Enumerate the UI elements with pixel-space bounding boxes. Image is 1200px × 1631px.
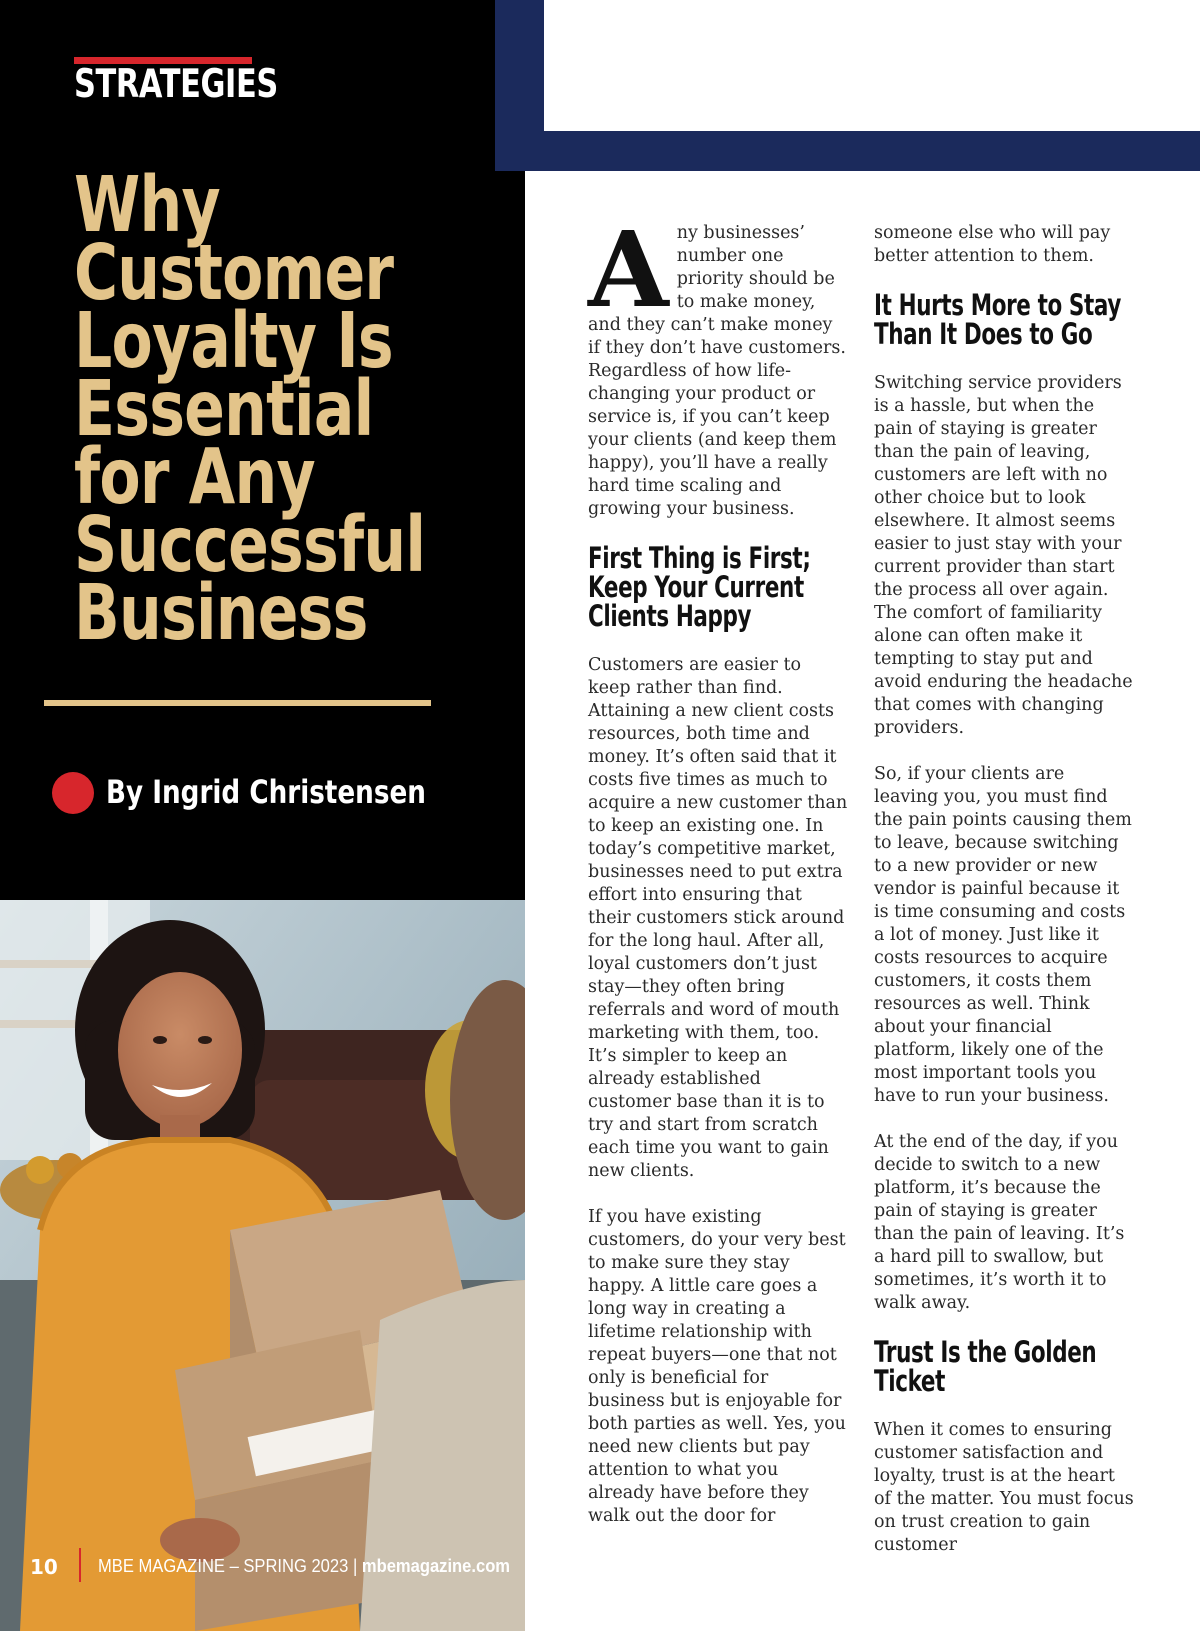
headline-line: Customer: [74, 229, 394, 318]
headline-line: Successful: [74, 501, 426, 590]
header-white-panel: [544, 0, 1200, 131]
headline-line: Why: [74, 161, 220, 250]
body-paragraph: When it comes to ensuring customer satisfaction and loyalty, trust is at the heart of the matter. You must focus on trust creation to gain customer: [874, 1420, 1134, 1555]
page-footer: [0, 1545, 525, 1585]
article-column-1: [588, 208, 848, 1551]
headline-line: Loyalty Is: [74, 297, 393, 386]
body-paragraph: Customers are easier to keep rather than find. Attaining a new client costs resources, both time and money. It’s often said that it costs five times as much to acquire a new customer than to keep an existing one. In today’s competitive market, businesses need to put extra effort into ensuring that their customers stick around for the long haul. After all, loyal customers don’t just stay—they often bring referrals and word of mouth marketing with them, too. It’s simpler to keep an already established customer base than it is to try and start from scratch each time you want to gain new clients.: [588, 655, 848, 1181]
body-paragraph: Switching service providers is a hassle, but when the pain of staying is greater than the pain of leaving, customers are left with no other choice but to look elsewhere. It almost seems easier to just stay with your current provider than start the process all over again. The comfort of familiarity alone can often make it tempting to stay put and avoid enduring the headache that comes with changing providers.: [874, 373, 1133, 738]
photo-illustration: [0, 900, 525, 1631]
body-paragraph: someone else who will pay better attention to them.: [874, 223, 1111, 266]
byline-dot-icon: [52, 772, 94, 814]
headline-line: Essential: [74, 365, 374, 454]
intro-paragraph: [588, 208, 848, 521]
intro-text: ny businesses’ number one priority should be to make money, and they can’t make money if they don’t have customers. Regardless of how life-changing your product or service is, if you can’t keep your clients (and keep them happy), you’ll have a really hard time scaling and growing your business.: [588, 223, 846, 519]
headline-divider: [44, 700, 431, 706]
article-column-2: [874, 222, 1134, 1580]
headline-line: Business: [74, 569, 368, 658]
body-paragraph: If you have existing customers, do your very best to make sure they stay happy. A little care goes a long way in creating a lifetime relationship with repeat buyers—one that not only is beneficial for business but is enjoyable for both parties as well. Yes, you need new clients but pay attention to what you already have before they walk out the door for: [588, 1207, 846, 1526]
section-label: STRATEGIES: [74, 62, 278, 107]
footer-divider: [79, 1548, 81, 1582]
page-number: 10: [30, 1555, 58, 1579]
body-paragraph: At the end of the day, if you decide to switch to a new platform, it’s because the pain of staying is greater than the pain of leaving. It’s a hard pill to swallow, but sometimes, it’s worth it to walk away.: [874, 1132, 1125, 1313]
article-photo: [0, 900, 525, 1631]
website-link[interactable]: mbemagazine.com: [361, 1556, 511, 1576]
footer-publication: [98, 1556, 510, 1577]
body-paragraph: So, if your clients are leaving you, you must find the pain points causing them to leave, because switching to a new provider or new vendor is painful because it is time consuming and costs a lot of money. Just like it costs resources to acquire customers, it costs them resources as well. Think about your financial platform, likely one of the most important tools you have to run your business.: [874, 764, 1132, 1106]
headline-line: for Any: [74, 433, 315, 522]
title-panel: [0, 0, 525, 900]
article-headline: [74, 161, 480, 658]
subheading: Trust Is the Golden Ticket: [874, 1335, 1097, 1398]
footer-separator: |: [352, 1556, 358, 1576]
magazine-issue: MBE MAGAZINE – SPRING 2023: [98, 1556, 349, 1576]
drop-cap: A: [588, 208, 669, 331]
subheading: First Thing is First; Keep Your Current Clients Happy: [588, 541, 811, 633]
author-byline: By Ingrid Christensen: [106, 773, 426, 811]
subheading: It Hurts More to Stay Than It Does to Go: [874, 288, 1121, 351]
